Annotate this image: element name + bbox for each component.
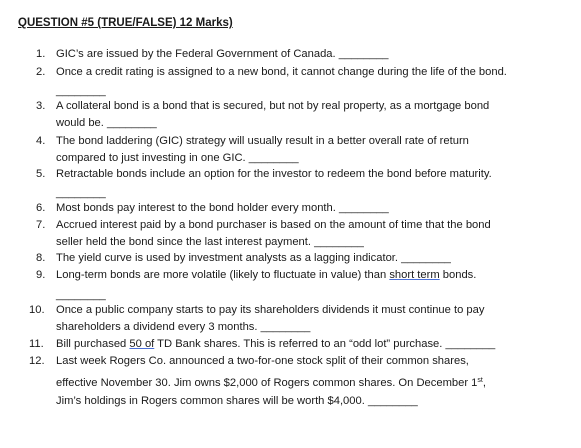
- question-text-part: effective November 30. Jim owns $2,000 of Rogers common shares. On December 1: [56, 377, 478, 389]
- spellcheck-underlined-text: 50 of: [129, 338, 155, 350]
- question-text-part: TD Bank shares. This is referred to an “odd lot” purchase. ________: [154, 338, 496, 350]
- question-text: [56, 267, 476, 284]
- question-text-continued: Jim’s holdings in Rogers common shares will be worth $4,000. ________: [56, 395, 418, 407]
- question-number: 3.: [36, 100, 46, 112]
- question-text-continued: ________: [56, 289, 106, 301]
- question-text-continued: seller held the bond since the last interest payment. ________: [56, 235, 364, 248]
- question-number: 9.: [36, 269, 46, 281]
- question-text: Last week Rogers Co. announced a two-for-one stock split of their common shares,: [56, 355, 469, 367]
- question-number: 11.: [29, 338, 44, 350]
- question-text-part: bonds.: [439, 269, 477, 281]
- question-text-part: Long-term bonds are more volatile (likely to fluctuate in value) than: [56, 269, 390, 281]
- question-text: Once a public company starts to pay its shareholders dividends it must continue to pay: [56, 304, 485, 316]
- question-text-continued: ________: [56, 187, 106, 199]
- question-text: Most bonds pay interest to the bond holder every month. ________: [56, 202, 389, 214]
- question-number: 4.: [36, 135, 46, 147]
- question-text-continued: compared to just investing in one GIC. ________: [56, 151, 299, 164]
- question-text: Accrued interest paid by a bond purchaser is based on the amount of time that the bond: [56, 219, 491, 231]
- question-text-continued: ________: [56, 85, 106, 97]
- question-text: [56, 336, 495, 353]
- question-number: 6.: [36, 202, 46, 214]
- question-text: A collateral bond is a bond that is secured, but not by real property, as a mortgage bond: [56, 100, 490, 112]
- question-text: The bond laddering (GIC) strategy will usually result in a better overall rate of return: [56, 135, 469, 147]
- spellcheck-underlined-text: short term: [389, 269, 440, 281]
- question-number: 7.: [36, 219, 46, 231]
- question-number: 2.: [36, 66, 46, 78]
- question-heading: QUESTION #5 (TRUE/FALSE) 12 Marks): [18, 17, 233, 29]
- question-number: 10.: [29, 304, 45, 316]
- question-text: The yield curve is used by investment analysts as a lagging indicator. ________: [56, 252, 451, 264]
- ordinal-superscript: st: [477, 377, 483, 384]
- question-text-continued: would be. ________: [56, 116, 157, 129]
- question-number: 8.: [36, 252, 46, 264]
- question-number: 12.: [29, 355, 45, 367]
- question-number: 5.: [36, 168, 46, 180]
- question-text-part: ,: [482, 377, 486, 389]
- question-text-part: Bill purchased: [56, 338, 130, 350]
- question-text-continued: shareholders a dividend every 3 months. ________: [56, 320, 311, 333]
- question-text: Once a credit rating is assigned to a new bond, it cannot change during the life of the bond.: [56, 66, 507, 78]
- question-text: Retractable bonds include an option for the investor to redeem the bond before maturity.: [56, 168, 492, 180]
- question-text: GIC’s are issued by the Federal Government of Canada. ________: [56, 48, 389, 60]
- question-text-continued: [56, 375, 486, 392]
- question-number: 1.: [36, 48, 46, 60]
